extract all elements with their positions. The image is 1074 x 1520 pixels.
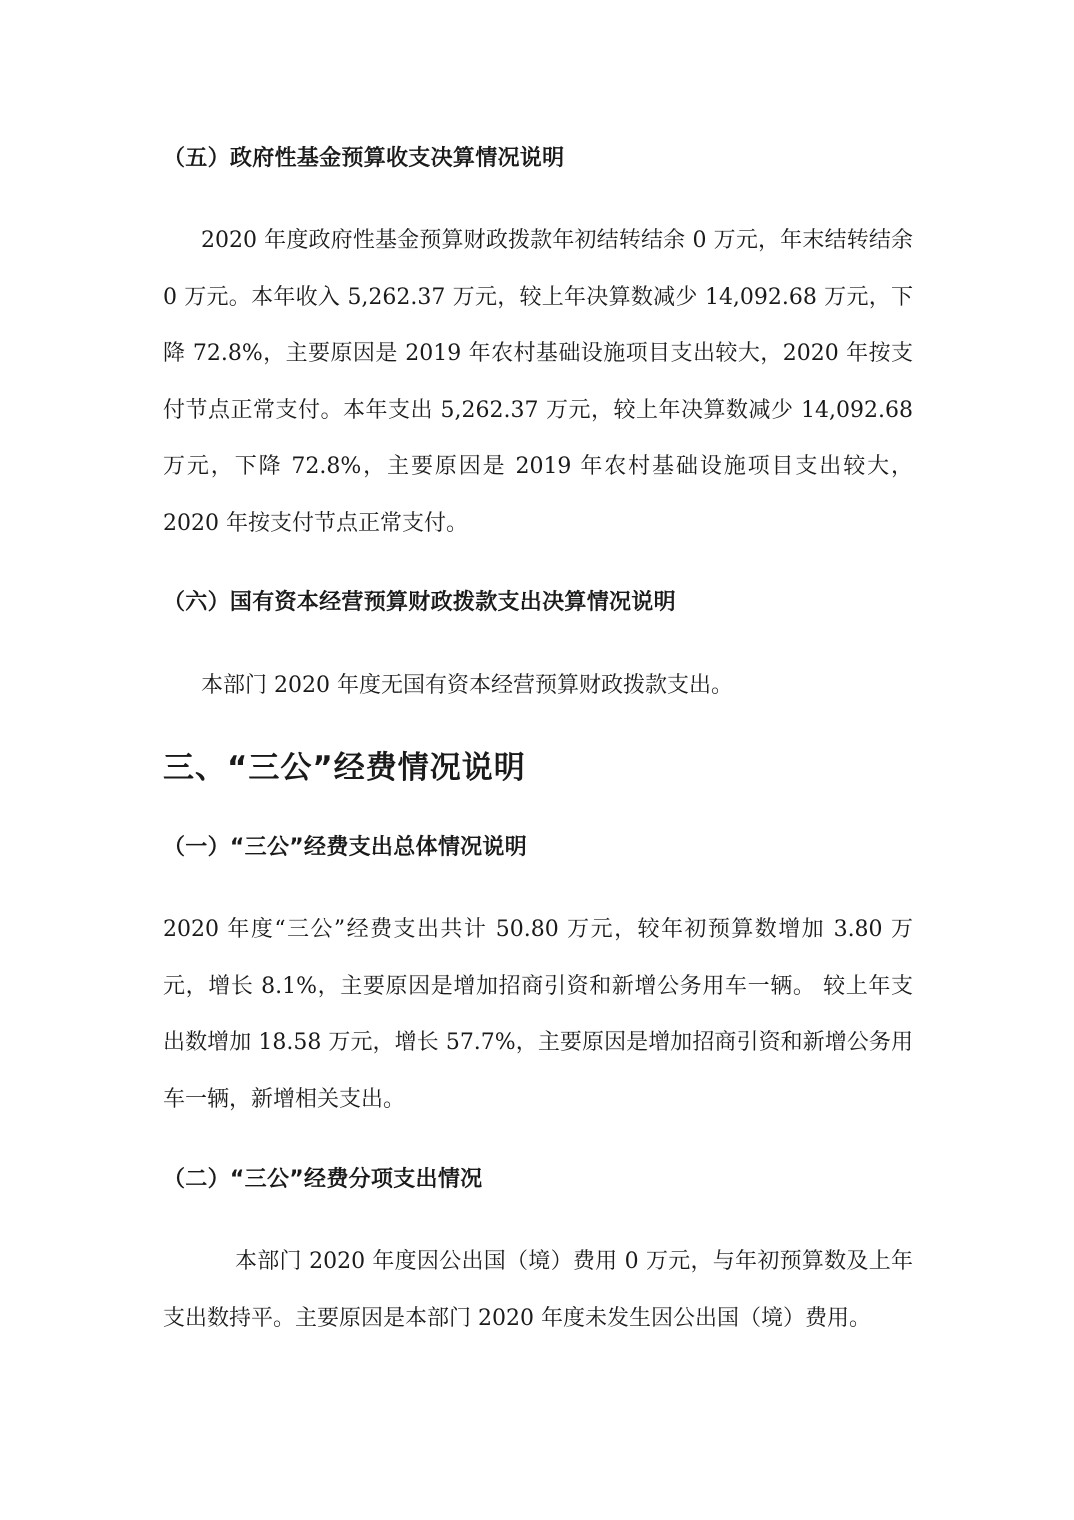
section-5-heading: （五）政府性基金预算收支决算情况说明 — [163, 146, 565, 171]
section-6-heading: （六）国有资本经营预算财政拨款支出决算情况说明 — [163, 590, 676, 615]
section-5-paragraph: 2020 年度政府性基金预算财政拨款年初结转结余 0 万元，年末结转结余 0 万元。本年收入 5,262.37 万元，较上年决算数减少 14,092.68 万元，下降 72.8%，主要原因是 2019 年农村基础设施项目支出较大，2020 年按支付节点正常支付。本年支出 5,262.37 万元，较上年决算数减少 14,092.68 万元，下降 72.8%，主要原因是 2019 年农村基础设施项目支出较大，2020 年按支付节点正常支付。 — [163, 228, 913, 536]
subsection-2-heading: （二）“三公”经费分项支出情况 — [163, 1167, 483, 1192]
subsection-1-paragraph: 2020 年度“三公”经费支出共计 50.80 万元，较年初预算数增加 3.80 万元，增长 8.1%，主要原因是增加招商引资和新增公务用车一辆。 较上年支出数增加 18.58 万元，增长 57.7%，主要原因是增加招商引资和新增公务用车一辆，新增相关支出。 — [163, 917, 913, 1112]
subsection-1-heading: （一）“三公”经费支出总体情况说明 — [163, 835, 528, 860]
section-6-paragraph: 本部门 2020 年度无国有资本经营预算财政拨款支出。 — [201, 673, 733, 698]
subsection-2-paragraph: 本部门 2020 年度因公出国（境）费用 0 万元，与年初预算数及上年支出数持平。主要原因是本部门 2020 年度未发生因公出国（境）费用。 — [163, 1249, 913, 1331]
chapter-3-heading: 三、“三公”经费情况说明 — [163, 750, 526, 786]
